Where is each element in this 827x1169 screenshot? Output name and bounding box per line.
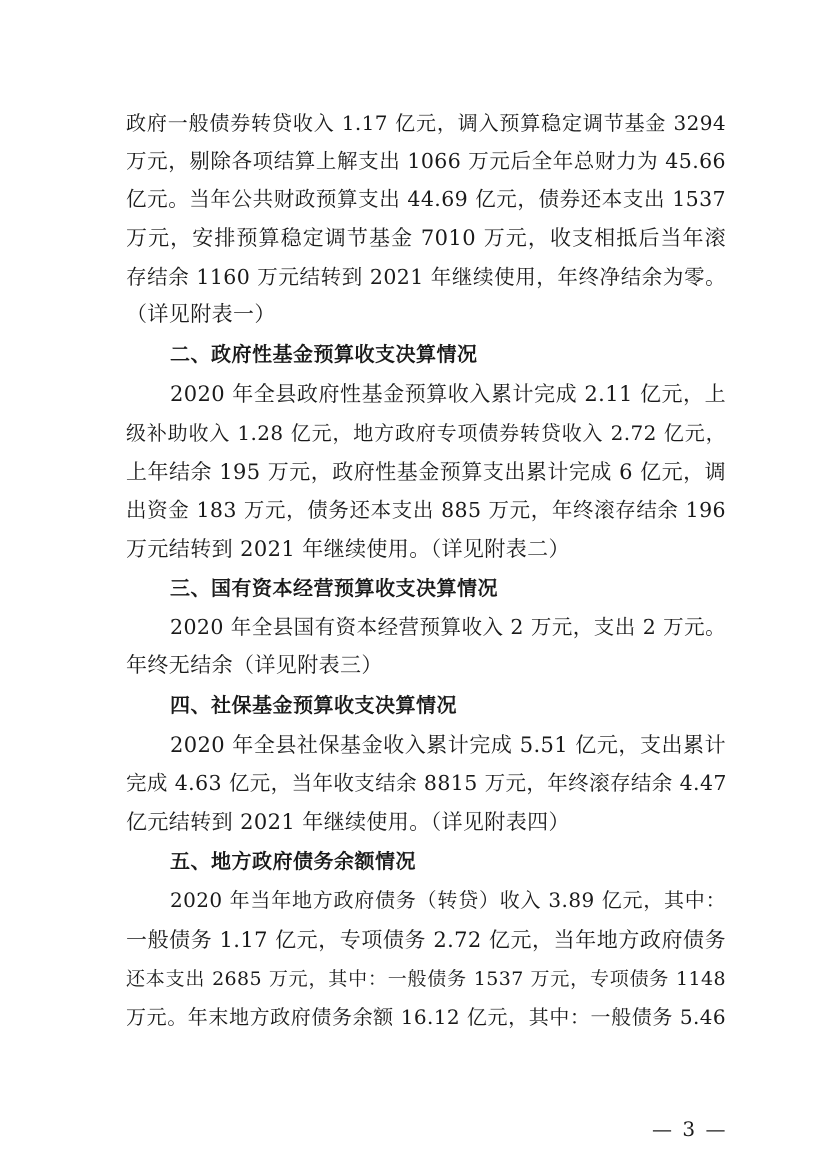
paragraph-line: 存结余 1160 万元结转到 2021 年继续使用，年终净结余为零。 xyxy=(126,265,726,289)
paragraph-line: 政府一般债券转贷收入 1.17 亿元，调入预算稳定调节基金 3294 xyxy=(126,111,726,135)
section-heading: 三、国有资本经营预算收支决算情况 xyxy=(170,576,498,600)
paragraph-line: （详见附表一） xyxy=(126,302,276,326)
paragraph-line: 还本支出 2685 万元，其中：一般债务 1537 万元，专项债务 1148 xyxy=(126,968,726,990)
paragraph-line: 2020 年全县国有资本经营预算收入 2 万元，支出 2 万元。 xyxy=(170,615,726,639)
paragraph-line: 一般债务 1.17 亿元，专项债务 2.72 亿元，当年地方政府债务 xyxy=(126,928,726,952)
section-heading: 四、社保基金预算收支决算情况 xyxy=(170,693,457,717)
section-heading: 五、地方政府债务余额情况 xyxy=(170,849,416,873)
paragraph-line: 万元。年末地方政府债务余额 16.12 亿元，其中：一般债务 5.46 xyxy=(126,1005,726,1029)
paragraph-line: 年终无结余（详见附表三） xyxy=(126,653,383,677)
page-number: — 3 — xyxy=(652,1117,728,1141)
section-heading: 二、政府性基金预算收支决算情况 xyxy=(170,342,478,366)
paragraph-line: 上年结余 195 万元，政府性基金预算支出累计完成 6 亿元，调 xyxy=(126,460,726,484)
paragraph-line: 万元结转到 2021 年继续使用。（详见附表二） xyxy=(126,537,570,561)
paragraph-line: 万元，剔除各项结算上解支出 1066 万元后全年总财力为 45.66 xyxy=(126,149,726,173)
paragraph-line: 级补助收入 1.28 亿元，地方政府专项债券转贷收入 2.72 亿元， xyxy=(126,421,726,445)
paragraph-line: 亿元。当年公共财政预算支出 44.69 亿元，债券还本支出 1537 xyxy=(126,187,726,211)
paragraph-line: 2020 年当年地方政府债务（转贷）收入 3.89 亿元，其中： xyxy=(170,888,726,912)
paragraph-line: 出资金 183 万元，债务还本支出 885 万元，年终滚存结余 196 xyxy=(126,498,726,522)
paragraph-line: 万元，安排预算稳定调节基金 7010 万元，收支相抵后当年滚 xyxy=(126,226,726,250)
paragraph-line: 完成 4.63 亿元，当年收支结余 8815 万元，年终滚存结余 4.47 xyxy=(126,771,727,795)
paragraph-line: 2020 年全县社保基金收入累计完成 5.51 亿元，支出累计 xyxy=(170,733,726,757)
paragraph-line: 亿元结转到 2021 年继续使用。（详见附表四） xyxy=(126,810,570,834)
paragraph-line: 2020 年全县政府性基金预算收入累计完成 2.11 亿元，上 xyxy=(170,382,727,406)
